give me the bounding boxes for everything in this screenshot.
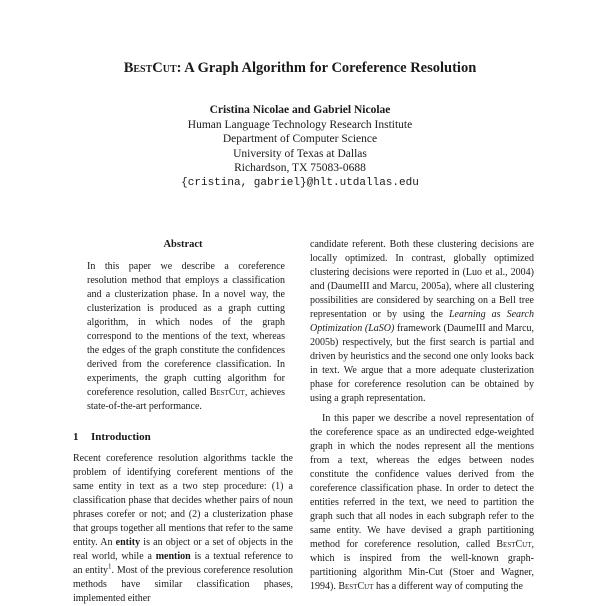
left-column [73, 238, 293, 606]
body-paragraph: In this paper we describe a novel representation of the coreference space as an undirected edge-weighted graph in which the nodes represent all the mentions from a text, whereas the edges between nodes constitute the confidence values derived from the coreference classification phase. In order to detect the entities referred in the text, we need to partition the graph such that all nodes in each subgraph refer to the same entity. We have devised a graph partitioning method for coreference resolution, called BestCut, which is inspired from the well-known graph-partitioning algorithm Min-Cut (Stoer and Wagner, 1994). BestCut has a different way of computing the [310, 413, 534, 592]
right-column [310, 238, 534, 594]
author-email: {cristina, gabriel}@hlt.utdallas.edu [181, 176, 419, 189]
affiliation-line: Department of Computer Science [222, 133, 378, 145]
intro-paragraph: Recent coreference resolution algorithms tackle the problem of identifying coreferent mentions of the same entity in text as a two step procedure: (1) a classification phase that decides whether pairs of noun phrases corefer or not; and (2) a clusterization phase that groups together all mentions that refer to the same entity. An entity is an object or a set of objects in the real world, while a mention is a textual reference to an entity$^1$. Most of the previous coreference resolution methods have similar classification phases, implemented either [73, 453, 293, 604]
author-block [0, 103, 600, 190]
paper-title [0, 60, 600, 77]
affiliation-line: University of Texas at Dallas [233, 147, 367, 160]
footnote-marker: 1 [108, 562, 112, 571]
author-names: Cristina Nicolae and Gabriel Nicolae [209, 104, 391, 116]
affiliation-line: Richardson, TX 75083-0688 [234, 162, 366, 174]
abstract-text: In this paper we describe a coreference resolution method that employs a classification and a clusterization phase. In a novel way, the clusterization is produced as a graph cutting algorithm, in which nodes of the graph correspond to the mentions of the text, whereas the edges of the graph constitute the confidences derived from the coreference classification. In experiments, the graph cutting algorithm for coreference resolution, called BestCut, achieves state-of-the-art performance. [87, 261, 285, 412]
title-text: : A Graph Algorithm for Coreference Resolution [176, 60, 477, 76]
section-heading-introduction: 1 Introduction [73, 431, 151, 443]
abstract-heading: Abstract [163, 239, 203, 250]
title-system-name: BestCut [123, 60, 177, 76]
affiliation-line: Human Language Technology Research Institute [187, 118, 413, 131]
body-paragraph: candidate referent. Both these clustering decisions are locally optimized. In contrast, globally optimized clustering decisions were reported in (Luo et al., 2004) and (DaumeIII and Marcu, 2005a), where all clustering possibilities are considered by searching on a Bell tree representation or by using the Learning as Search Optimization (LaSO) framework (DaumeIII and Marcu, 2005b) respectively, but the first search is partial and driven by heuristics and the second one only looks back in text. We argue that a more adequate clusterization phase for coreference resolution can be obtained by using a graph representation. [310, 239, 535, 404]
